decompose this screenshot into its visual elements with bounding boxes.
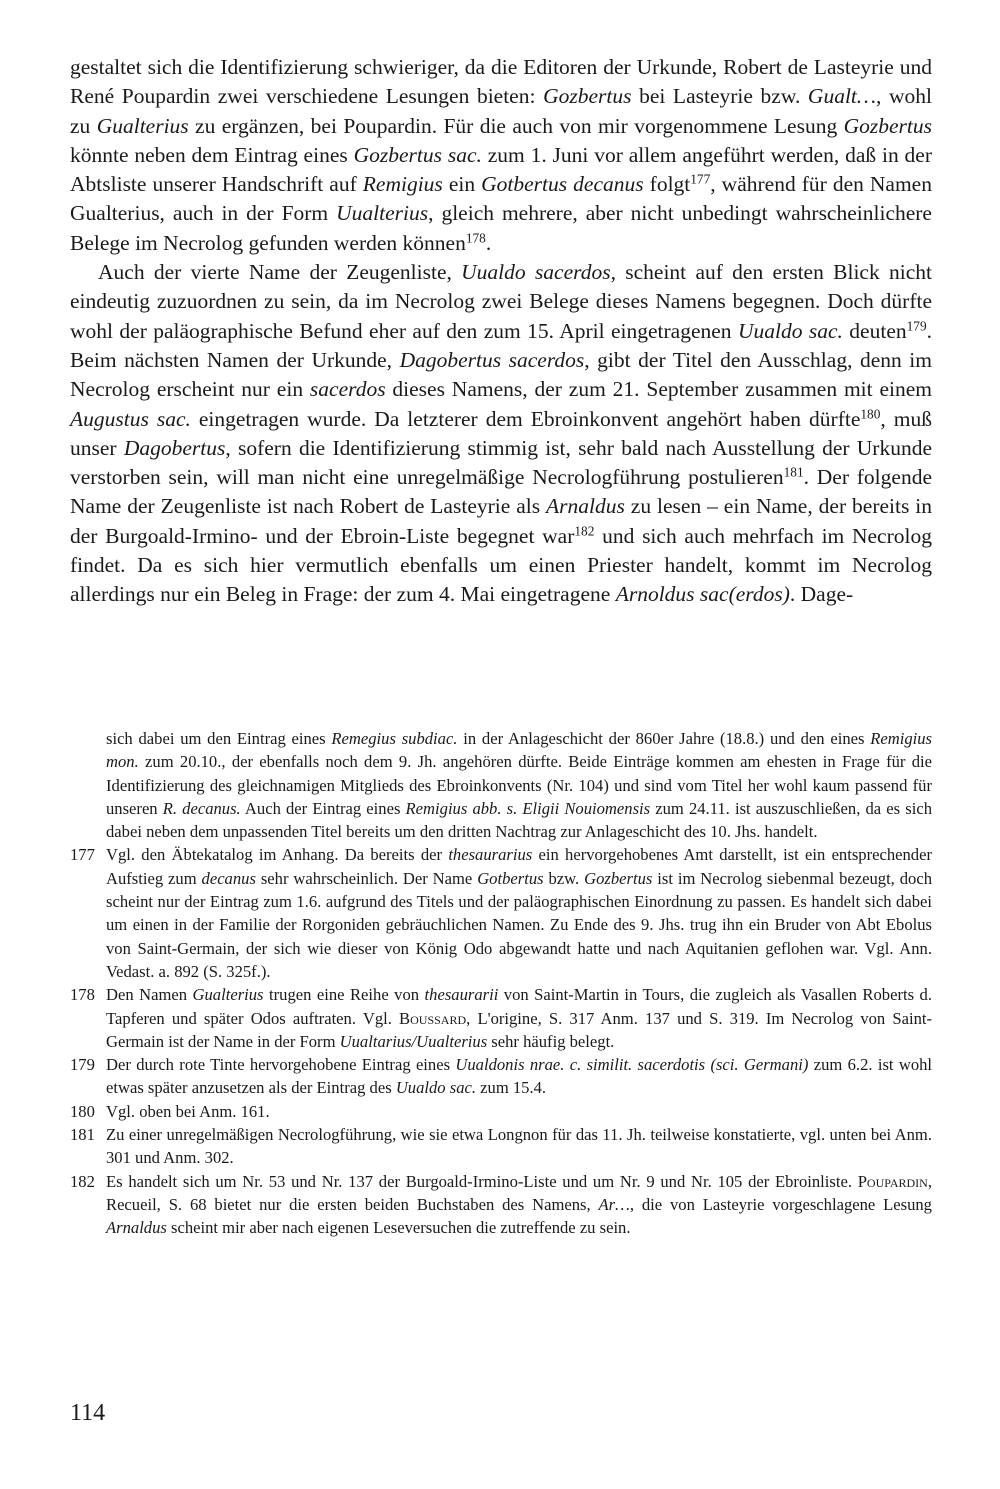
italic-text: Remigius	[362, 172, 443, 197]
text-run: deuten	[842, 318, 907, 343]
text-run: . Dage-	[789, 582, 854, 607]
author-name: Poupardin	[857, 1171, 928, 1191]
italic-text: Ar…	[598, 1194, 630, 1214]
text-run: sehr häufig belegt.	[487, 1031, 615, 1051]
text-run: zum 1. Juni vor allem angeführt werden, daß in der Abtsliste unserer Handschrift auf	[70, 142, 932, 197]
footnote-number: 181	[70, 1125, 95, 1145]
footnote-number: 177	[70, 845, 95, 865]
footnote-ref: 180	[860, 406, 881, 422]
text-run: . Beim nächsten Namen der Urkunde,	[70, 318, 932, 372]
text-run: scheint mir aber nach eigenen Leseversuchen die zutreffende zu sein.	[166, 1218, 631, 1238]
italic-text: Remegius subdiac.	[331, 729, 458, 748]
text-run: , gleich mehrere, aber nicht unbedingt wahrscheinlichere Belege im Necrolog gefunden werden können	[70, 201, 932, 255]
text-run: Es handelt sich um Nr. 53 und Nr. 137 der Burgoald-Irmino-Liste und um Nr. 9 und Nr. 105 der Ebroinliste.	[106, 1171, 858, 1191]
text-run: Der durch rote Tinte hervorgehobene Eintrag eines	[106, 1055, 456, 1075]
italic-text: Arnaldus	[106, 1218, 167, 1238]
text-run: und sich auch mehrfach im Necrolog findet. Da es sich hier vermutlich ebenfalls um einen Priester handelt, kommt im Necrolog allerdings nur ein Beleg in Frage: der zum 4. Mai eingetragene	[70, 523, 932, 607]
italic-text: Uualdo sacerdos	[461, 260, 611, 285]
italic-text: thesaurarii	[424, 985, 499, 1005]
text-run: von Saint-Martin in Tours, die zugleich als Vasallen Roberts d. Tapferen und später Odos auftraten. Vgl.	[106, 985, 932, 1028]
text-run: , L'origine, S. 317 Anm. 137 und S. 319. Im Necrolog von Saint-Germain ist der Name in der Form	[106, 1008, 932, 1051]
text-run: Auch der vierte Name der Zeugenliste,	[98, 260, 462, 285]
text-run: zum 15.4.	[476, 1078, 547, 1098]
text-run: zu ergänzen, bei Poupardin. Für die auch von mir vorgenommene Lesung	[188, 113, 844, 138]
text-run: bzw.	[543, 868, 585, 888]
text-run: zum 6.2. ist wohl etwas später anzusetzen als der Eintrag des	[106, 1055, 933, 1098]
page-number: 114	[70, 1400, 106, 1426]
footnote-177	[70, 843, 932, 983]
author-name: Boussard	[399, 1008, 467, 1028]
italic-text: R. decanus.	[162, 798, 241, 818]
italic-text: Gualterius	[192, 985, 264, 1005]
text-run: ein hervorgehobenes Amt darstellt, ist ein entsprechender Aufstieg zum	[106, 845, 932, 888]
footnote-179	[70, 1053, 932, 1100]
text-run: zum 20.10., der ebenfalls noch dem 9. Jh. angehören dürfte. Beide Einträge kommen am ehesten in Frage für die Identifizierung des gleichnamigen Mitglieds des Ebroinkonvents (Nr. 104) und sind vom Titel her wohl kaum passend für unseren	[106, 752, 932, 818]
text-run: Vgl. den Äbtekatalog im Anhang. Da bereits der	[106, 845, 449, 865]
text-run: in der Anlageschicht der 860er Jahre (18.8.) und den eines	[457, 729, 871, 748]
italic-text: Arnoldus sac(erdos)	[615, 582, 790, 607]
italic-text: Dagobertus	[123, 435, 226, 460]
text-run: ist im Necrolog siebenmal bezeugt, doch scheint nur der Eintrag zum 1.6. aufgrund des Titels und der paläographischen Einordnung zu passen. Es handelt sich dabei um einen in der Familie der Rorgoniden gebräuchlichen Namen. Zu Ende des 9. Jhs. trug ihn ein Bruder von Abt Ebolus von Saint-Germain, der sich wie dieser von König Odo abgewandt hatte und nach Aquitanien geflohen war. Vgl. Ann. Vedast. a. 892 (S. 325f.).	[106, 868, 932, 981]
text-run: .	[485, 230, 492, 255]
text-run: Auch der Eintrag eines	[240, 798, 406, 818]
text-run: ein	[442, 172, 482, 197]
text-run: Vgl. oben bei Anm. 161.	[106, 1101, 270, 1121]
text-run: trugen eine Reihe von	[263, 985, 425, 1005]
italic-text: sacerdos	[309, 377, 386, 402]
footnote-182	[70, 1170, 932, 1240]
italic-text: Arnaldus	[546, 494, 625, 519]
italic-text: Gozbertus	[584, 868, 653, 888]
text-run: Den Namen	[106, 985, 193, 1005]
italic-text: Gozbertus sac.	[353, 142, 482, 167]
footnotes	[70, 727, 932, 1240]
italic-text: Uualdonis nrae. c. similit. sacerdotis (sci. Germani)	[455, 1055, 809, 1075]
text-run: dieses Namens, der zum 21. September zusammen mit einem	[385, 377, 932, 402]
body-text	[70, 53, 932, 610]
italic-text: Augustus sac.	[70, 406, 191, 431]
text-run: , Recueil, S. 68 bietet nur die ersten beiden Buchstaben des Namens,	[106, 1171, 932, 1214]
text-run: eingetragen wurde. Da letzterer dem Ebroinkonvent angehört haben dürfte	[190, 406, 861, 431]
footnote-text	[106, 843, 932, 983]
text-run: sich dabei um den Eintrag eines	[106, 729, 332, 748]
footnote-text	[106, 1100, 932, 1123]
italic-text: Gotbertus decanus	[481, 172, 644, 197]
footnote-178	[70, 983, 932, 1053]
footnote-180	[70, 1100, 932, 1123]
footnote-ref: 178	[465, 230, 486, 246]
italic-text: Remigius abb. s. Eligii Nouiomensis	[405, 798, 651, 818]
footnote-number: 182	[70, 1171, 95, 1191]
italic-text: thesaurarius	[448, 845, 533, 865]
text-run: , muß unser	[70, 406, 932, 460]
footnote-ref: 181	[783, 464, 804, 480]
italic-text: Gozbertus	[543, 84, 632, 109]
paragraph	[70, 53, 932, 258]
italic-text: decanus	[201, 868, 256, 888]
paragraph	[70, 258, 932, 610]
footnote-number: 178	[70, 985, 95, 1005]
footnote-text	[106, 1053, 932, 1100]
footnote-number: 180	[70, 1101, 95, 1121]
italic-text: Gualt…	[807, 84, 877, 109]
text-run: . Der folgende Name der Zeugenliste ist nach Robert de Lasteyrie als	[70, 465, 932, 519]
footnote-ref: 182	[574, 523, 595, 539]
text-run: , scheint auf den ersten Blick nicht eindeutig zuzuordnen zu sein, da im Necrolog zwei Belege dieses Namens begegnen. Doch dürfte wohl der paläographische Befund eher auf den zum 15. April eingetragenen	[70, 260, 932, 343]
italic-text: Dagobertus sacerdos	[399, 347, 585, 372]
text-run: könnte neben dem Eintrag eines	[70, 142, 354, 167]
text-run: zu lesen – ein Name, der bereits in der Burgoald-Irmino- und der Ebroin-Liste begegnet war	[70, 494, 932, 548]
italic-text: Uualterius	[336, 201, 429, 226]
text-run: sehr wahrscheinlich. Der Name	[255, 868, 478, 888]
text-run: , während für den Namen Gualterius, auch in der Form	[70, 172, 932, 226]
text-run: bei Lasteyrie bzw.	[631, 84, 808, 109]
text-run: , wohl zu	[70, 84, 932, 138]
italic-text: Remigius mon.	[106, 729, 932, 772]
text-run: , die von Lasteyrie vorgeschlagene Lesung	[629, 1194, 932, 1214]
text-run: Zu einer unregelmäßigen Necrologführung, wie sie etwa Longnon für das 11. Jh. teilweise konstatierte, vgl. unten bei Anm. 301 und Anm. 302.	[106, 1125, 932, 1168]
italic-text: Uualdo sac.	[395, 1078, 477, 1098]
italic-text: Gozbertus	[843, 113, 932, 138]
italic-text: Uualdo sac.	[737, 318, 843, 343]
text-run: folgt	[643, 172, 691, 197]
italic-text: Uualtarius/Uualterius	[339, 1031, 488, 1051]
text-run: , gibt der Titel den Ausschlag, denn im Necrolog erscheint nur ein	[70, 347, 932, 402]
text-run: gestaltet sich die Identifizierung schwieriger, da die Editoren der Urkunde, Robert de Lasteyrie und René Poupardin zwei verschiedene Lesungen bieten:	[70, 55, 932, 109]
footnote-181	[70, 1123, 932, 1170]
italic-text: Gualterius	[96, 113, 189, 138]
footnote-ref: 179	[906, 318, 927, 334]
footnote-number: 179	[70, 1055, 95, 1075]
footnote-text	[106, 1170, 932, 1240]
footnote-continuation	[70, 727, 932, 843]
italic-text: Gotbertus	[477, 868, 544, 888]
text-run: , sofern die Identifizierung stimmig ist, sehr bald nach Ausstellung der Urkunde verstorben sein, will man nicht eine unregelmäßige Necrologführung postulieren	[70, 435, 932, 490]
footnote-text	[106, 1123, 932, 1170]
footnote-ref: 177	[690, 171, 711, 187]
footnote-text	[106, 983, 932, 1053]
text-run: zum 24.11. ist auszuschließen, da es sich dabei neben dem unpassenden Titel bereits um den dritten Nachtrag zur Anlageschicht des 10. Jhs. handelt.	[106, 798, 932, 842]
